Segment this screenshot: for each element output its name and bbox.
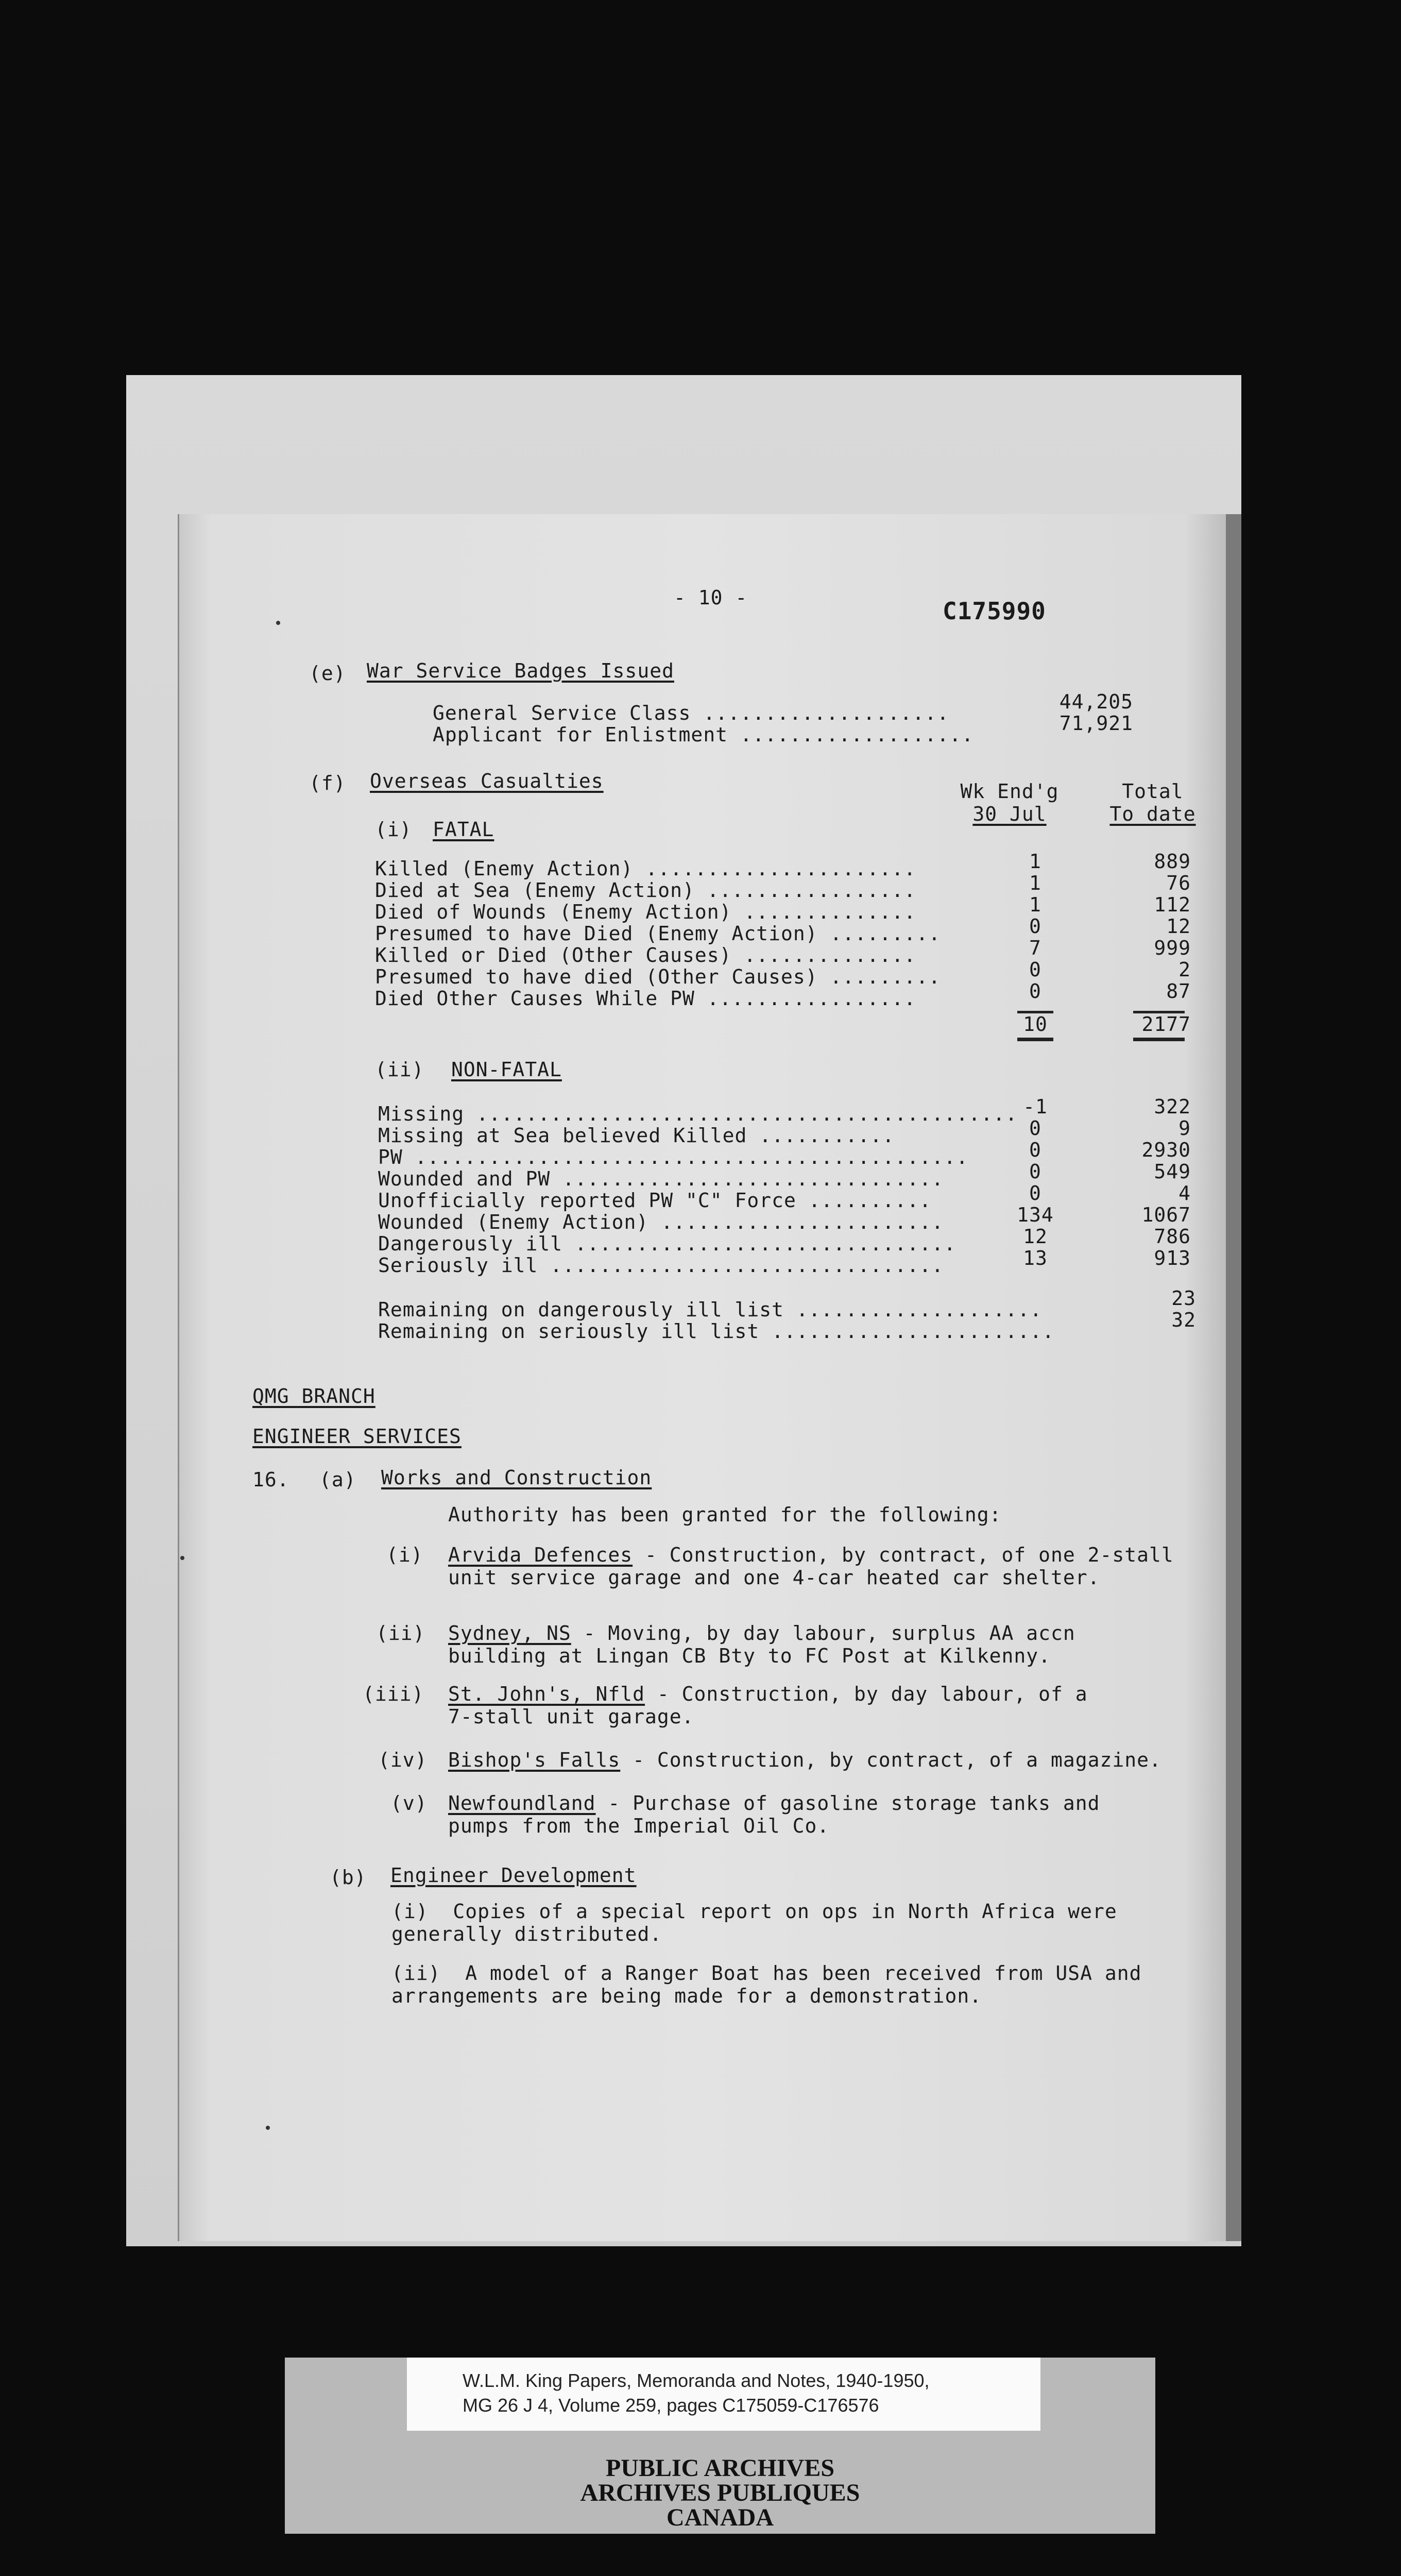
casualty-row-week: 12: [1023, 1225, 1048, 1248]
casualty-row-label: Dangerously ill ...............................: [378, 1232, 956, 1255]
dev-para-line: arrangements are being made for a demonstration.: [391, 1985, 982, 2007]
casualty-row-label: PW .............................................: [378, 1146, 969, 1168]
section-e-label: (e): [309, 662, 346, 685]
works-item-line: [448, 1544, 1174, 1566]
non-fatal-label: (ii): [375, 1058, 424, 1081]
casualty-row-total: 322: [1154, 1095, 1191, 1118]
item-a-label: (a): [319, 1468, 356, 1491]
casualty-row-week: 0: [1029, 1160, 1041, 1183]
item-a-title: Works and Construction: [381, 1466, 652, 1489]
casualty-row-week: 13: [1023, 1247, 1048, 1269]
casualty-row-total: 889: [1154, 850, 1191, 873]
casualty-row-total: 999: [1154, 937, 1191, 959]
works-item-place: Arvida Defences: [448, 1544, 633, 1566]
casualty-row-week: 0: [1029, 1117, 1041, 1140]
works-item-number: (iii): [363, 1683, 424, 1705]
casualty-row-week: 0: [1029, 915, 1041, 938]
page-number: - 10 -: [674, 586, 748, 609]
casualty-row-total: 786: [1154, 1225, 1191, 1248]
works-item-number: (i): [386, 1544, 423, 1566]
casualty-row-total: 4: [1178, 1182, 1191, 1205]
citation-line: W.L.M. King Papers, Memoranda and Notes, 1940-1950,: [463, 2370, 930, 2391]
works-item-line: [448, 1749, 1161, 1771]
casualty-row-week: 1: [1029, 872, 1041, 894]
casualty-row-total: 9: [1178, 1117, 1191, 1140]
dev-para-line: generally distributed.: [391, 1923, 662, 1945]
column-week-header-date: 30 Jul: [972, 803, 1047, 825]
speck: [276, 621, 280, 625]
casualty-row-label: Presumed to have Died (Enemy Action) .........: [375, 922, 941, 945]
casualty-row-label: Wounded and PW ...............................: [378, 1167, 944, 1190]
casualty-row-week: 0: [1029, 1139, 1041, 1161]
remaining-value: 32: [1171, 1309, 1196, 1331]
casualty-row-week: 0: [1029, 1182, 1041, 1205]
casualty-row-label: Unofficially reported PW "C" Force ..........: [378, 1189, 932, 1212]
casualty-row-label: Died Other Causes While PW .................: [375, 987, 916, 1010]
column-week-header: Wk End'g: [960, 780, 1059, 803]
subbranch-heading: ENGINEER SERVICES: [252, 1425, 462, 1448]
works-item-description-cont: pumps from the Imperial Oil Co.: [448, 1815, 830, 1837]
section-f-title: Overseas Casualties: [370, 770, 604, 792]
casualty-row-week: -1: [1023, 1095, 1048, 1118]
works-item-number: (v): [390, 1792, 428, 1815]
column-total-header: Total: [1122, 780, 1184, 803]
item-number: 16.: [252, 1468, 289, 1491]
citation-line: MG 26 J 4, Volume 259, pages C175059-C176576: [463, 2395, 879, 2416]
casualty-row-total: 87: [1166, 980, 1191, 1003]
archive-stamp-line: ARCHIVES PUBLIQUES: [580, 2479, 860, 2506]
works-item-line: [448, 1683, 1088, 1705]
casualty-row-total: 2: [1178, 958, 1191, 981]
document-reference: C175990: [943, 597, 1046, 625]
casualty-row-week: 134: [1017, 1204, 1054, 1226]
casualty-row-total: 76: [1166, 872, 1191, 894]
item-b-label: (b): [330, 1866, 367, 1889]
remaining-value: 23: [1171, 1287, 1196, 1310]
item-b-title: Engineer Development: [390, 1864, 637, 1887]
works-item-line: [448, 1622, 1075, 1645]
fatal-label: (i): [375, 818, 412, 841]
casualty-row-label: Died at Sea (Enemy Action) .................: [375, 879, 916, 902]
works-item-description: - Construction, by day labour, of a: [645, 1683, 1088, 1705]
works-item-number: (iv): [378, 1749, 428, 1771]
casualty-row-week: 1: [1029, 850, 1041, 873]
badge-row-value: 44,205: [1059, 690, 1133, 713]
casualty-row-label: Killed (Enemy Action) ......................: [375, 857, 916, 880]
speck: [180, 1556, 184, 1560]
works-item-description-cont: 7-stall unit garage.: [448, 1705, 694, 1728]
authority-intro: Authority has been granted for the following:: [448, 1503, 1002, 1526]
dev-para-line: (ii) A model of a Ranger Boat has been received from USA and: [391, 1962, 1142, 1985]
works-item-description-cont: building at Lingan CB Bty to FC Post at Kilkenny.: [448, 1645, 1051, 1667]
badge-row-value: 71,921: [1059, 712, 1133, 735]
dev-para-line: (i) Copies of a special report on ops in North Africa were: [391, 1900, 1117, 1923]
speck: [266, 2126, 270, 2130]
casualty-row-label: Presumed to have died (Other Causes) .........: [375, 965, 941, 988]
works-item-place: Bishop's Falls: [448, 1749, 621, 1771]
non-fatal-title: NON-FATAL: [451, 1058, 562, 1081]
works-item-description: - Construction, by contract, of one 2-stall: [633, 1544, 1174, 1566]
works-item-place: St. John's, Nfld: [448, 1683, 645, 1705]
archive-stamp-line: PUBLIC ARCHIVES: [605, 2454, 835, 2482]
sum-double-rule: [1133, 1038, 1185, 1041]
works-item-description: - Moving, by day labour, surplus AA accn: [571, 1622, 1075, 1645]
works-item-description: - Purchase of gasoline storage tanks and: [595, 1792, 1100, 1815]
casualty-row-week: 7: [1029, 937, 1041, 959]
casualty-row-label: Died of Wounds (Enemy Action) ..............: [375, 901, 916, 923]
casualty-row-label: Missing at Sea believed Killed ...........: [378, 1124, 895, 1147]
casualty-row-week: 0: [1029, 980, 1041, 1003]
works-item-description-cont: unit service garage and one 4-car heated car shelter.: [448, 1566, 1100, 1589]
works-item-place: Sydney, NS: [448, 1622, 571, 1645]
casualty-row-label: Wounded (Enemy Action) .......................: [378, 1211, 944, 1233]
casualty-row-total: 1067: [1141, 1204, 1191, 1226]
casualty-row-total: 12: [1166, 915, 1191, 938]
badge-row-label: Applicant for Enlistment ...................: [433, 723, 974, 746]
sum-double-rule: [1017, 1038, 1053, 1041]
works-item-place: Newfoundland: [448, 1792, 596, 1815]
fatal-week-sum: 10: [1023, 1013, 1048, 1036]
archive-stamp-line: CANADA: [667, 2504, 774, 2531]
remaining-label: Remaining on dangerously ill list ....................: [378, 1298, 1043, 1321]
page-edge-shadow: [1226, 514, 1241, 2241]
badge-row-label: General Service Class ....................: [433, 702, 949, 724]
casualty-row-label: Killed or Died (Other Causes) ..............: [375, 944, 916, 967]
casualty-row-label: Seriously ill ................................: [378, 1254, 944, 1277]
column-total-header-sub: To date: [1109, 803, 1196, 825]
fatal-title: FATAL: [433, 818, 494, 841]
works-item-number: (ii): [376, 1622, 425, 1645]
branch-heading: QMG BRANCH: [252, 1385, 375, 1408]
works-item-line: [448, 1792, 1100, 1815]
casualty-row-total: 2930: [1141, 1139, 1191, 1161]
section-e-title: War Service Badges Issued: [367, 659, 674, 682]
casualty-row-total: 549: [1154, 1160, 1191, 1183]
section-f-label: (f): [309, 772, 346, 794]
casualty-row-label: Missing ............................................: [378, 1103, 1018, 1125]
casualty-row-total: 112: [1154, 893, 1191, 916]
remaining-label: Remaining on seriously ill list .......................: [378, 1320, 1055, 1343]
casualty-row-total: 913: [1154, 1247, 1191, 1269]
casualty-row-week: 0: [1029, 958, 1041, 981]
casualty-row-week: 1: [1029, 893, 1041, 916]
fatal-total-sum: 2177: [1141, 1013, 1191, 1036]
works-item-description: - Construction, by contract, of a magazine.: [620, 1749, 1161, 1771]
